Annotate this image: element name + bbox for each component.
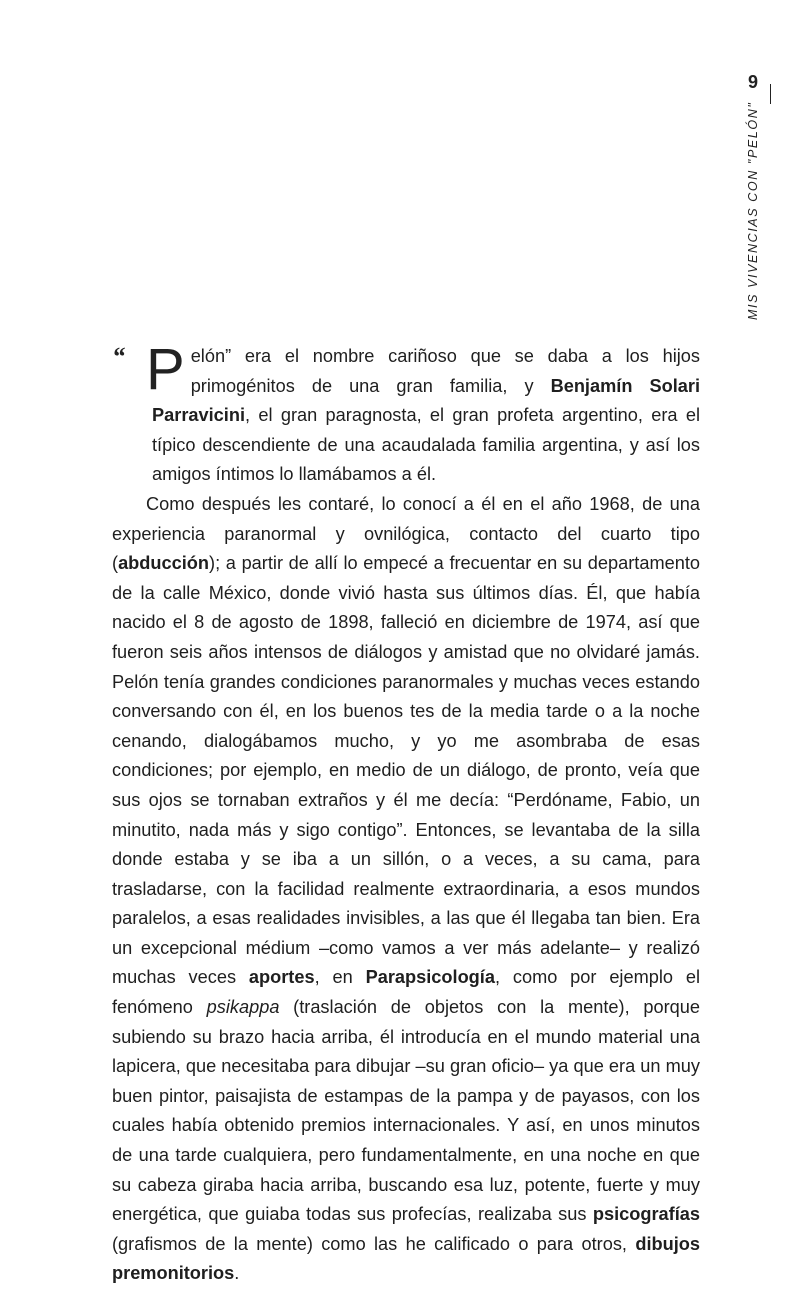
text-run: ); a partir de allí lo empecé a frecuentar en su departamento de la calle México, donde vivió hasta sus últimos días. Él, que había nacido el 8 de agosto de 1898, falleció en diciembre de 1974, así que fueron seis años intensos de diálogos y amistad que no olvidaré jamás. Pelón tenía grandes condiciones paranormales y muchas veces estando conversando con él, en los buenos tes de la media tarde o a la noche cenando, dialogábamos mucho, y yo me asombraba de esas condiciones; por ejemplo, en medio de un diálogo, de pronto, veía que sus ojos se tornaban extraños y él me decía: “Perdóname, Fabio, un minutito, nada más y sigo contigo”. Entonces, se levantaba de la silla donde estaba y se iba a un sillón, o a veces, a su cama, para trasladarse, con la facilidad realmente extraordinaria, a esos mundos paralelos, a esas realidades invisibles, a las que él llegaba tan bien. Era un excepcional médium –como vamos a ver más adelante– y realizó muchas veces — [112, 553, 700, 988]
text-run: elón” era el nombre cariñoso que se daba a los hijos primogénitos de una gran familia, y — [190, 346, 700, 396]
bold-term: Parapsicología — [365, 967, 495, 988]
header-divider — [770, 84, 771, 104]
bold-term: abducción — [118, 553, 210, 574]
text-run: (traslación de objetos con la mente), porque subiendo su brazo hacia arriba, él introducía en el mundo material una lapicera, que necesitaba para dibujar –su gran oficio– ya que era un muy buen pintor, paisajista de estampas de la pampa y de payasos, con los cuales había obtenido premios internacionales. Y así, en unos minutos de una tarde cualquiera, pero fundamentalmente, en una noche en que su cabeza giraba hacia arriba, buscando esa luz, potente, fuerte y muy energética, que guiaba todas sus profecías, realizaba sus — [112, 997, 700, 1225]
bold-term: dibujos premonitorios — [112, 1233, 700, 1284]
italic-term: psikappa — [206, 997, 280, 1018]
text-run: . — [234, 1263, 240, 1284]
text-run: (grafismos de la mente) como las he calificado o para otros, — [112, 1233, 636, 1254]
running-head-container — [740, 102, 770, 352]
paragraph-2 — [112, 490, 700, 1289]
bold-name: Benjamín Solari Parravicini — [152, 375, 700, 426]
bold-term: psicografías — [592, 1204, 700, 1225]
paragraph-1 — [112, 337, 700, 490]
body-text — [112, 337, 701, 1289]
drop-cap: P — [146, 337, 185, 402]
text-run: , en — [314, 967, 366, 988]
opening-quote-mark: “ — [112, 342, 125, 371]
text-run: , como por ejemplo el fenómeno — [112, 967, 701, 1018]
page-number: 9 — [747, 72, 758, 92]
running-head: MIS VIVENCIAS CON "PELÓN" — [746, 102, 760, 321]
text-run: Como después les contaré, lo conocí a él en el año 1968, de una experiencia paranormal y ovnilógica, contacto del cuarto tipo ( — [112, 493, 700, 574]
bold-term: aportes — [248, 967, 315, 988]
text-run: , el gran paragnosta, el gran profeta argentino, era el típico descendiente de una acaudalada familia argentina, y así los amigos íntimos lo llamábamos a él. — [152, 405, 700, 485]
